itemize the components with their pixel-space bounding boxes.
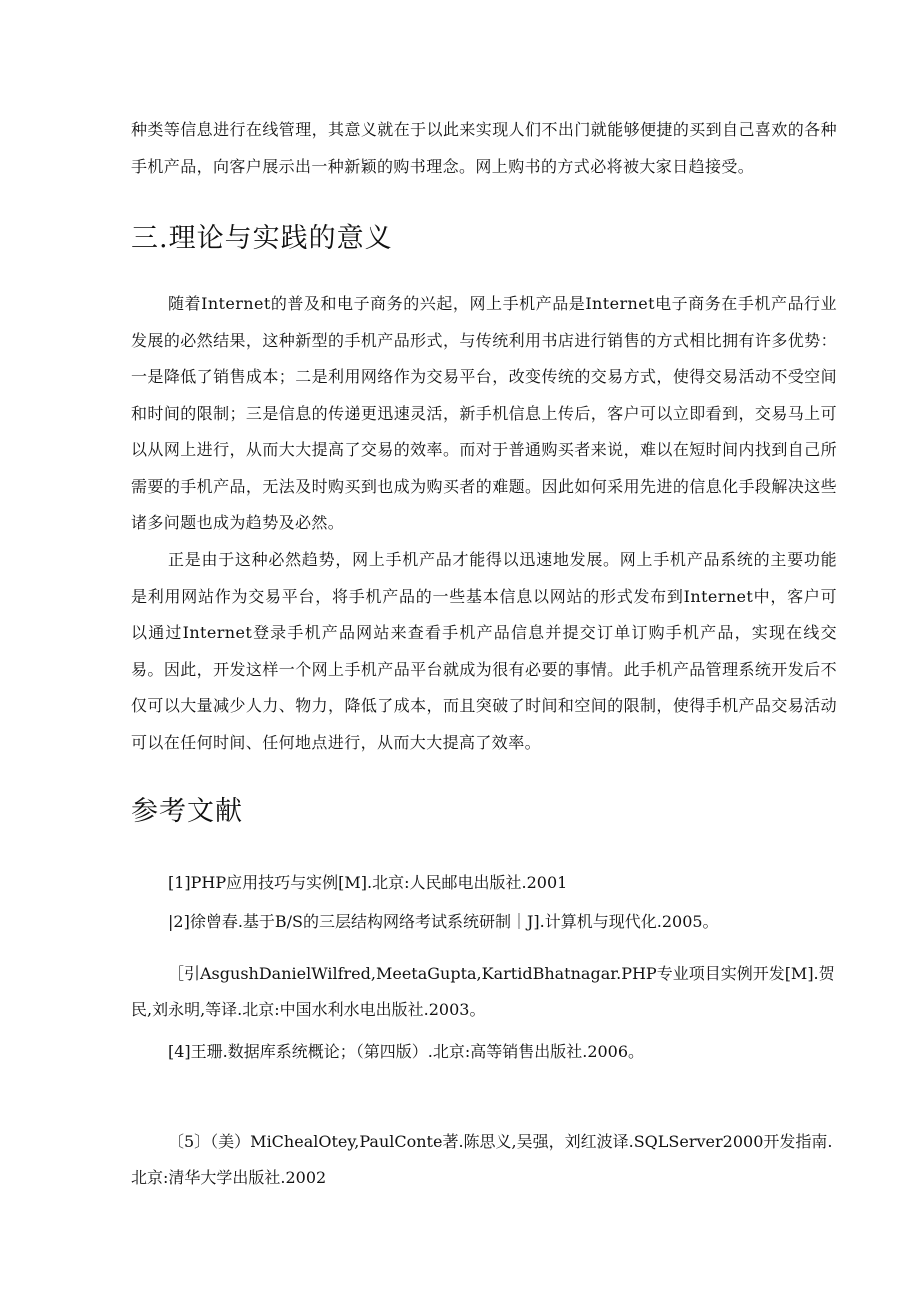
intro-paragraph: 种类等信息进行在线管理，其意义就在于以此来实现人们不出门就能够便捷的买到自己喜欢的各种手机产品，向客户展示出一种新颖的购书理念。网上购书的方式必将被大家日趋接受。 [131, 120, 837, 176]
reference-item-3: ［引AsgushDanielWilfred,MeetaGupta,KartidBhatnagar.PHP专业项目实例开发[M].贺民,刘永明,等译.北京:中国水利水电出版社.2003。 [131, 964, 835, 1019]
reference-item-1: [1]PHP应用技巧与实例[M].北京:人民邮电出版社.2001 [168, 873, 568, 892]
reference-item-2: |2]徐曾春.基于B/S的三层结构网络考试系统研制｜J].计算机与现代化.2005。 [168, 912, 719, 931]
body-paragraph-2: 正是由于这种必然趋势，网上手机产品才能得以迅速地发展。网上手机产品系统的主要功能是利用网站作为交易平台，将手机产品的一些基本信息以网站的形式发布到Internet中，客户可以通过Internet登录手机产品网站来查看手机产品信息并提交订单订购手机产品，实现在线交易。因此，开发这样一个网上手机产品平台就成为很有必要的事情。此手机产品管理系统开发后不仅可以大量减少人力、物力，降低了成本，而且突破了时间和空间的限制，使得手机产品交易活动可以在任何时间、任何地点进行，从而大大提高了效率。 [131, 550, 837, 752]
reference-item-4: [4]王珊.数据库系统概论；（第四版）.北京:高等销售出版社.2006。 [168, 1042, 645, 1061]
references-heading: 参考文献 [131, 796, 243, 827]
body-paragraph-1: 随着Internet的普及和电子商务的兴起，网上手机产品是Internet电子商务在手机产品行业发展的必然结果，这种新型的手机产品形式，与传统利用书店进行销售的方式相比拥有许多优势：一是降低了销售成本；二是利用网络作为交易平台，改变传统的交易方式，使得交易活动不受空间和时间的限制；三是信息的传递更迅速灵活，新手机信息上传后，客户可以立即看到，交易马上可以从网上进行，从而大大提高了交易的效率。而对于普通购买者来说，难以在短时间内找到自己所需要的手机产品，无法及时购买到也成为购买者的难题。因此如何采用先进的信息化手段解决这些诸多问题也成为趋势及必然。 [131, 294, 837, 532]
section-heading-theory-practice: 三.理论与实践的意义 [131, 223, 393, 254]
reference-item-5: 〔5〕（美）MiChealOtey,PaulConte著.陈思义,吴强，刘红波译.SQLServer2000开发指南.北京:清华大学出版社.2002 [131, 1132, 833, 1187]
